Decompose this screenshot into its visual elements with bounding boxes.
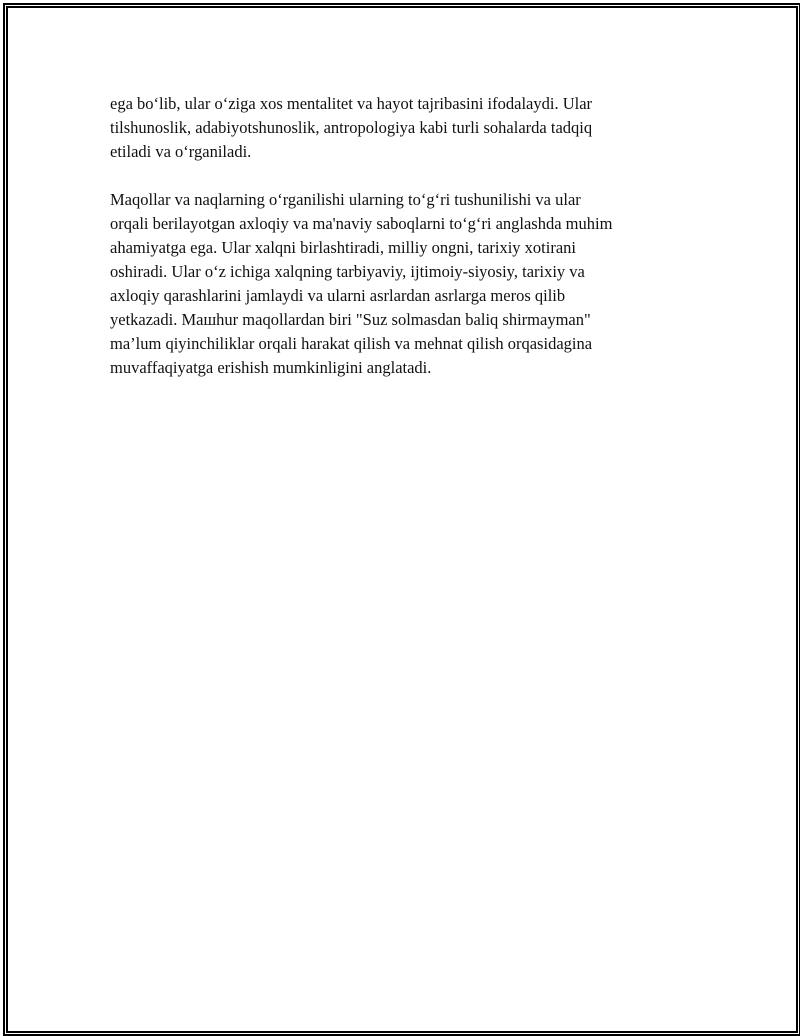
text-line: orqali berilayotgan axloqiy va ma'naviy saboqlarni to‘g‘ri anglashda muhim <box>110 214 613 233</box>
text-line: ahamiyatga ega. Ular xalqni birlashtiradi, milliy ongni, tarixiy xotirani <box>110 238 577 257</box>
text-line: tilshunoslik, adabiyotshunoslik, antropologiya kabi turli sohalarda tadqiq <box>110 118 593 137</box>
text-line: ma’lum qiyinchiliklar orqali harakat qilish va mehnat qilish orqasidagina <box>110 334 593 353</box>
text-line: Maqollar va naqlarning o‘rganilishi ularning to‘g‘ri tushunilishi va ular <box>110 190 581 209</box>
text-line: oshiradi. Ular o‘z ichiga xalqning tarbiyaviy, ijtimoiy-siyosiy, tarixiy va <box>110 262 585 281</box>
document-body <box>110 92 700 404</box>
paragraph-2 <box>110 188 700 380</box>
text-line: yetkazadi. Mашhur maqollardan biri "Suz solmasdan baliq shirmayman" <box>110 310 591 329</box>
text-line: axloqiy qarashlarini jamlaydi va ularni asrlardan asrlarga meros qilib <box>110 286 566 305</box>
text-line: ega bo‘lib, ular o‘ziga xos mentalitet va hayot tajribasini ifodalaydi. Ular <box>110 94 593 113</box>
text-line: muvaffaqiyatga erishish mumkinligini anglatadi. <box>110 358 432 377</box>
text-line: etiladi va o‘rganiladi. <box>110 142 252 161</box>
paragraph-1 <box>110 92 700 164</box>
